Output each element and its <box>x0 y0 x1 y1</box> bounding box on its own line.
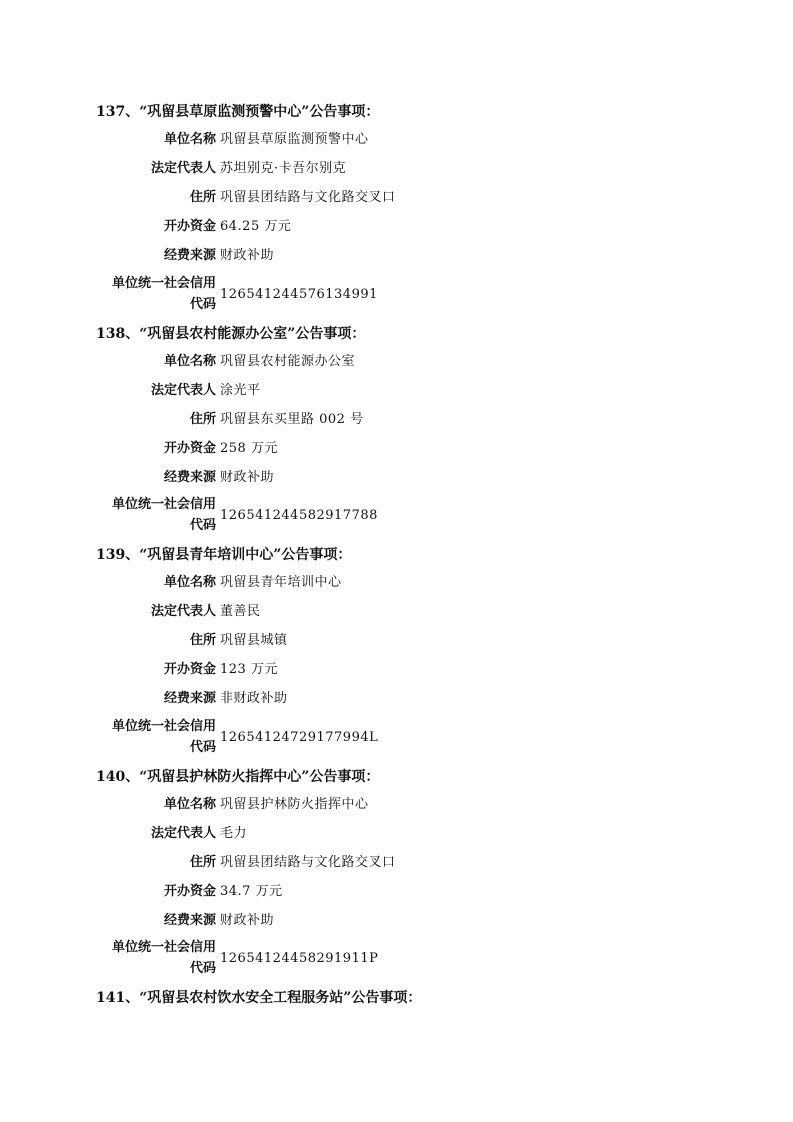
label-credit-code-line1: 单位统一社会信用 <box>111 719 216 734</box>
value-legal-rep: 董善民 <box>220 604 261 619</box>
label-capital: 开办资金 <box>163 662 216 677</box>
field-row-address <box>0 411 793 429</box>
value-unit-name: 巩留县青年培训中心 <box>220 575 342 590</box>
value-address: 巩留县城镇 <box>220 633 288 648</box>
label-unit-name: 单位名称 <box>163 132 216 147</box>
value-capital: 258 万元 <box>220 441 278 456</box>
label-unit-name: 单位名称 <box>163 575 216 590</box>
field-row-funding <box>0 469 793 487</box>
label-legal-rep: 法定代表人 <box>150 161 216 176</box>
field-row-rep <box>0 825 793 843</box>
label-legal-rep: 法定代表人 <box>150 604 216 619</box>
field-row-capital <box>0 440 793 458</box>
field-row-funding <box>0 690 793 708</box>
value-unit-name: 巩留县草原监测预警中心 <box>220 132 369 147</box>
field-row-name <box>0 353 793 371</box>
label-legal-rep: 法定代表人 <box>150 826 216 841</box>
field-row-capital <box>0 218 793 236</box>
label-funding-source: 经费来源 <box>163 913 216 928</box>
value-funding-source: 财政补助 <box>220 470 275 485</box>
label-credit-code-line2: 代码 <box>189 740 216 755</box>
label-funding-source: 经费来源 <box>163 691 216 706</box>
entry-heading-139: 139、“巩留县青年培训中心”公告事项： <box>96 547 352 563</box>
label-credit-code-line2: 代码 <box>189 297 216 312</box>
field-row-credit-code <box>0 718 793 758</box>
value-capital: 34.7 万元 <box>220 884 283 899</box>
field-row-rep <box>0 603 793 621</box>
label-capital: 开办资金 <box>163 219 216 234</box>
value-credit-code: 126541244576134991 <box>220 287 378 302</box>
value-legal-rep: 苏坦别克·卡吾尔别克 <box>220 161 347 176</box>
value-credit-code: 12654124458291911P <box>220 951 379 966</box>
field-row-address <box>0 189 793 207</box>
label-funding-source: 经费来源 <box>163 248 216 263</box>
label-capital: 开办资金 <box>163 441 216 456</box>
label-credit-code-line2: 代码 <box>189 518 216 533</box>
field-row-capital <box>0 661 793 679</box>
label-unit-name: 单位名称 <box>163 797 216 812</box>
field-row-credit-code <box>0 496 793 536</box>
value-credit-code: 12654124729177994L <box>220 730 379 745</box>
label-address: 住所 <box>189 190 216 205</box>
field-row-name <box>0 796 793 814</box>
label-credit-code-line1: 单位统一社会信用 <box>111 940 216 955</box>
field-row-capital <box>0 883 793 901</box>
entry-heading-138: 138、“巩留县农村能源办公室”公告事项： <box>96 326 366 342</box>
field-row-rep <box>0 160 793 178</box>
label-credit-code-line1: 单位统一社会信用 <box>111 497 216 512</box>
field-row-credit-code <box>0 275 793 315</box>
label-legal-rep: 法定代表人 <box>150 383 216 398</box>
field-row-funding <box>0 247 793 265</box>
label-credit-code-line2: 代码 <box>189 961 216 976</box>
field-row-address <box>0 632 793 650</box>
value-address: 巩留县团结路与文化路交叉口 <box>220 855 396 870</box>
value-legal-rep: 涂光平 <box>220 383 261 398</box>
entry-heading-141: 141、“巩留县农村饮水安全工程服务站”公告事项： <box>96 990 422 1006</box>
entry-heading-137: 137、“巩留县草原监测预警中心”公告事项： <box>96 104 380 120</box>
value-funding-source: 财政补助 <box>220 248 275 263</box>
field-row-name <box>0 574 793 592</box>
field-row-address <box>0 854 793 872</box>
field-row-credit-code <box>0 939 793 979</box>
value-address: 巩留县东买里路 002 号 <box>220 412 364 427</box>
field-row-name <box>0 131 793 149</box>
value-credit-code: 126541244582917788 <box>220 508 378 523</box>
field-row-rep <box>0 382 793 400</box>
value-funding-source: 财政补助 <box>220 913 275 928</box>
value-unit-name: 巩留县护林防火指挥中心 <box>220 797 369 812</box>
value-capital: 123 万元 <box>220 662 278 677</box>
label-credit-code-line1: 单位统一社会信用 <box>111 276 216 291</box>
label-address: 住所 <box>189 855 216 870</box>
label-unit-name: 单位名称 <box>163 354 216 369</box>
field-row-funding <box>0 912 793 930</box>
label-address: 住所 <box>189 633 216 648</box>
label-capital: 开办资金 <box>163 884 216 899</box>
value-unit-name: 巩留县农村能源办公室 <box>220 354 356 369</box>
value-address: 巩留县团结路与文化路交叉口 <box>220 190 396 205</box>
label-address: 住所 <box>189 412 216 427</box>
label-funding-source: 经费来源 <box>163 470 216 485</box>
value-funding-source: 非财政补助 <box>220 691 288 706</box>
value-legal-rep: 毛力 <box>220 826 248 841</box>
value-capital: 64.25 万元 <box>220 219 292 234</box>
entry-heading-140: 140、“巩留县护林防火指挥中心”公告事项： <box>96 769 380 785</box>
